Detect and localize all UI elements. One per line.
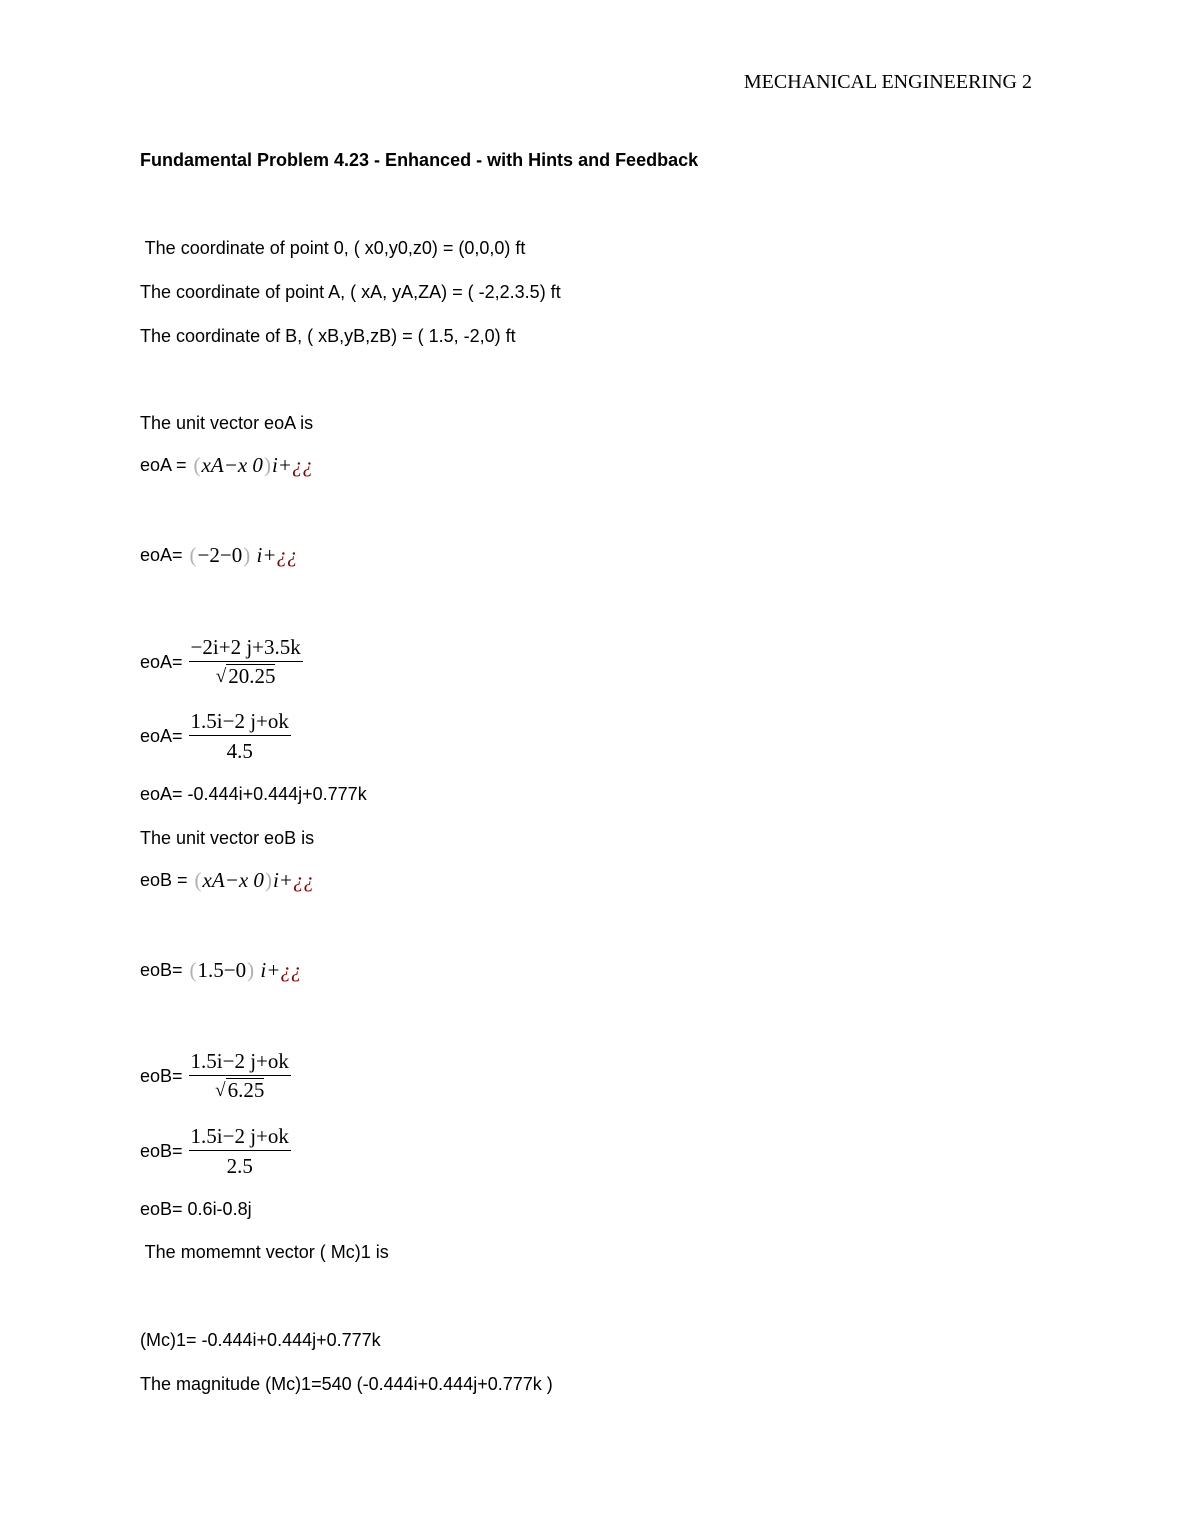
eob-eq2-tail: i+ [260, 958, 281, 982]
eob-eq2 [140, 958, 301, 983]
eob-eq2-glyph: ¿¿ [280, 958, 302, 982]
eoa-eq3-radicand: 20.25 [228, 664, 276, 688]
running-header: MECHANICAL ENGINEERING 2 [743, 71, 1032, 93]
eoa-eq4-fraction [189, 709, 291, 764]
eoa-eq4-label: eoA= [140, 726, 183, 746]
eob-eq3-fraction [189, 1049, 291, 1104]
eoa-eq2-tail: i+ [256, 543, 277, 567]
eoa-heading: The unit vector eoA is [140, 413, 314, 433]
eoa-eq3-denominator: √ 20.25 [215, 664, 276, 688]
eob-eq2-math: (1.5−0) i+ [189, 958, 281, 982]
eoa-eq2-expr: −2−0 [197, 543, 243, 567]
eob-heading: The unit vector eoB is [140, 828, 315, 848]
eoa-eq2 [140, 543, 298, 568]
eob-eq1-expr: xA−x 0 [202, 868, 264, 892]
eob-eq3-radicand: 6.25 [227, 1078, 265, 1102]
eoa-eq3-numerator: −2i+2 j+3.5k [189, 635, 303, 662]
eoa-eq3-label: eoA= [140, 652, 183, 672]
eob-eq4-label: eoB= [140, 1141, 183, 1161]
eob-eq1-glyph: ¿¿ [292, 868, 314, 892]
eoa-result: eoA= -0.444i+0.444j+0.777k [140, 784, 367, 804]
eob-eq2-label: eoB= [140, 960, 183, 980]
eoa-eq2-glyph: ¿¿ [276, 543, 298, 567]
coord-point-a: The coordinate of point A, ( xA, yA,ZA) = ( -2,2.3.5) ft [140, 282, 561, 302]
eoa-eq1-label: eoA = [140, 455, 187, 475]
eoa-eq4-denominator: 4.5 [226, 739, 253, 763]
coord-point-b: The coordinate of B, ( xB,yB,zB) = ( 1.5, -2,0) ft [140, 326, 516, 346]
eoa-eq2-label: eoA= [140, 545, 183, 565]
moment-heading: The momemnt vector ( Mc)1 is [140, 1242, 389, 1262]
eoa-eq3-fraction [189, 635, 303, 690]
eob-eq3-label: eoB= [140, 1066, 183, 1086]
eoa-eq3 [140, 635, 303, 690]
eoa-eq1-expr: xA−x 0 [201, 453, 263, 477]
eob-eq4-numerator: 1.5i−2 j+ok [189, 1124, 291, 1151]
coord-point-o: The coordinate of point 0, ( x0,y0,z0) = (0,0,0) ft [140, 238, 526, 258]
eob-eq4-denominator: 2.5 [226, 1154, 253, 1178]
eob-eq1-label: eoB = [140, 870, 188, 890]
eoa-eq4 [140, 709, 291, 764]
eoa-eq1-glyph: ¿¿ [291, 453, 313, 477]
eob-eq2-expr: 1.5−0 [197, 958, 247, 982]
eob-eq4-fraction [189, 1124, 291, 1179]
eoa-eq4-numerator: 1.5i−2 j+ok [189, 709, 291, 736]
moment-magnitude: The magnitude (Mc)1=540 (-0.444i+0.444j+0.777k ) [140, 1374, 553, 1394]
eob-eq1 [140, 868, 314, 893]
eoa-eq1-tail: i+ [271, 453, 292, 477]
eob-eq4 [140, 1124, 291, 1179]
eob-eq1-math: (xA−x 0)i+ [194, 868, 293, 892]
eob-eq1-tail: i+ [272, 868, 293, 892]
eob-eq3-numerator: 1.5i−2 j+ok [189, 1049, 291, 1076]
page-title: Fundamental Problem 4.23 - Enhanced - with Hints and Feedback [140, 150, 699, 170]
moment-vector: (Mc)1= -0.444i+0.444j+0.777k [140, 1330, 381, 1350]
eoa-eq1-math: (xA−x 0)i+ [193, 453, 292, 477]
eob-eq3-denominator: √ 6.25 [215, 1078, 265, 1102]
eoa-eq2-math: (−2−0) i+ [189, 543, 277, 567]
eoa-eq1 [140, 453, 313, 478]
eob-eq3 [140, 1049, 291, 1104]
eob-result: eoB= 0.6i-0.8j [140, 1199, 252, 1219]
